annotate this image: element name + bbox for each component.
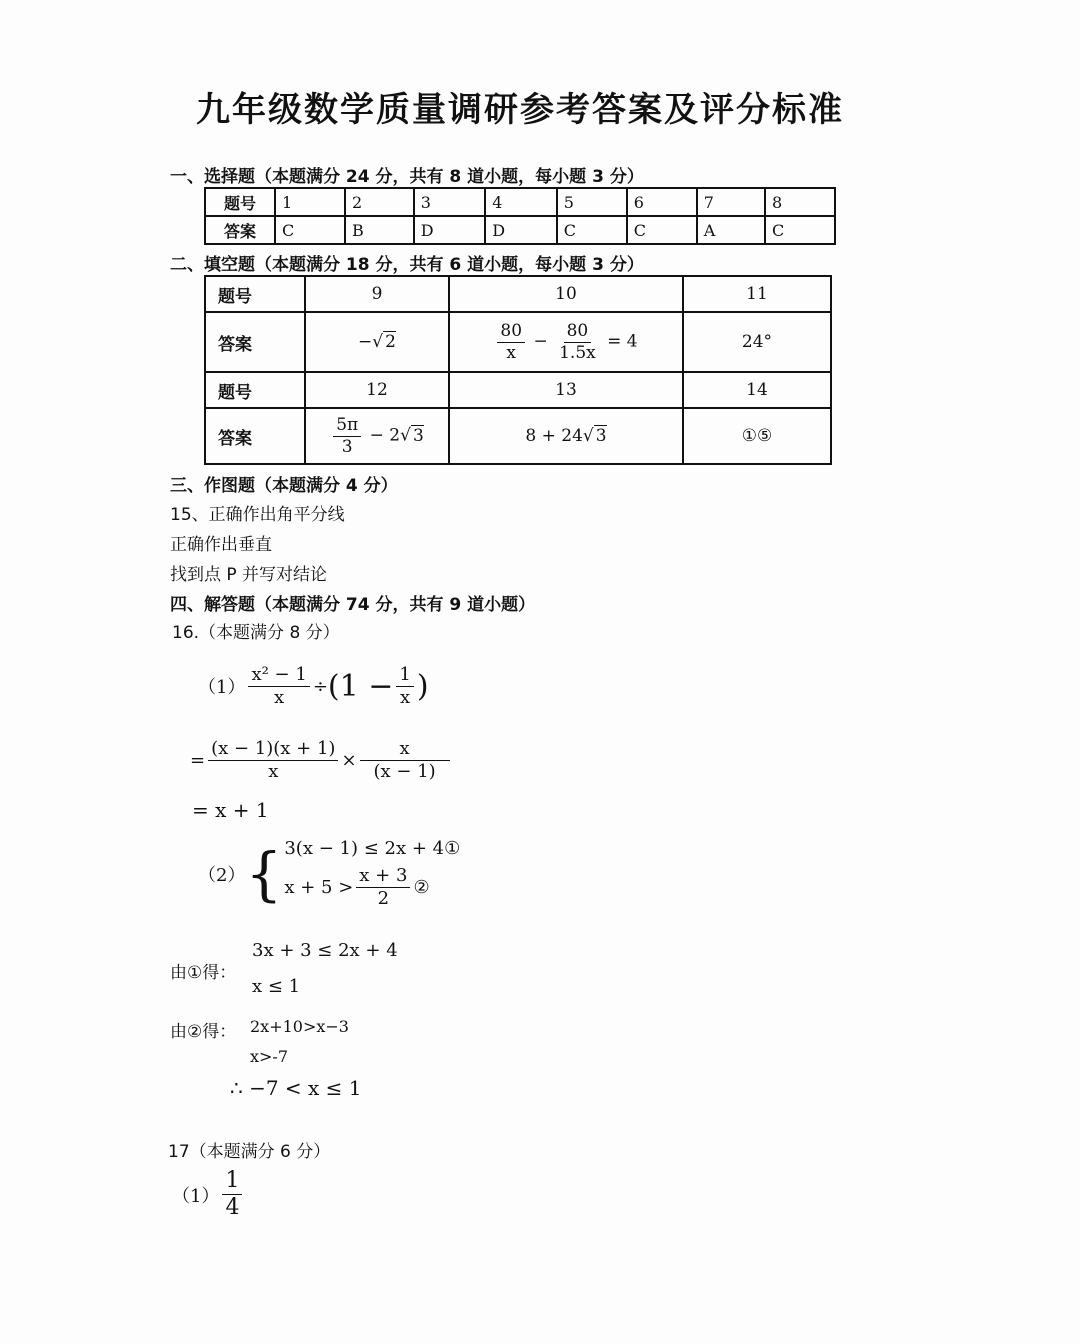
table-row (205, 312, 831, 372)
cell-number: 14 (683, 372, 831, 408)
fill-blank-answer-table (204, 275, 832, 465)
cell-number: 1 (275, 188, 345, 216)
multiple-choice-answer-table (204, 187, 836, 245)
q16-part1-expression: （1） $\frac{\text{x² − 1}}{x}$ ÷ (1 − $\frac{1}{x}$ ) (198, 664, 429, 708)
cell-answer: D (414, 216, 486, 244)
question-17-header: 17（本题满分 6 分） (168, 1142, 331, 1162)
cell-answer: C (557, 216, 627, 244)
table-row (205, 372, 831, 408)
table-row (205, 276, 831, 312)
q16-part2-system: （2） { 3(x − 1) ≤ 2x + 4① x + 5 > $\frac{x + 3}{2}$ ② (198, 838, 461, 909)
from-inequality-2-a: 2x+10>x−3 (250, 1017, 349, 1036)
row-label-number: 题号 (205, 276, 305, 312)
cell-number: 5 (557, 188, 627, 216)
section4-heading: 四、解答题（本题满分 74 分，共有 9 道小题） (170, 595, 536, 615)
cell-answer: C (627, 216, 697, 244)
q17-part1-answer: （1） $\frac{1}{4}$ (172, 1168, 245, 1222)
cell-number: 4 (485, 188, 557, 216)
cell-number: 12 (305, 372, 449, 408)
section3-line: 找到点 P 并写对结论 (170, 565, 328, 585)
cell-number: 7 (697, 188, 765, 216)
q16-conclusion: ∴ −7 < x ≤ 1 (230, 1076, 362, 1100)
cell-number: 10 (449, 276, 683, 312)
from-inequality-1-a: 3x + 3 ≤ 2x + 4 (252, 940, 398, 961)
answer-14: ①⑤ (683, 408, 831, 464)
cell-number: 3 (414, 188, 486, 216)
cell-number: 2 (345, 188, 414, 216)
section1-heading: 一、选择题（本题满分 24 分，共有 8 道小题，每小题 3 分） (170, 167, 644, 187)
section3-line: 正确作出垂直 (170, 535, 272, 555)
question-16-header: 16.（本题满分 8 分） (172, 623, 340, 643)
cell-number: 13 (449, 372, 683, 408)
answer-9: −√ 2 (305, 312, 449, 372)
cell-number: 11 (683, 276, 831, 312)
table-row (205, 408, 831, 464)
cell-answer: C (275, 216, 345, 244)
table-row (205, 188, 835, 216)
from-inequality-1-b: x ≤ 1 (252, 976, 301, 997)
from-inequality-2-b: x>-7 (250, 1047, 289, 1066)
answer-10: $\frac{80}{x}$ − $\frac{80}{1.5x}$ = 4 (449, 312, 683, 372)
cell-answer: C (765, 216, 835, 244)
q16-step2: = x + 1 (192, 798, 269, 822)
cell-number: 6 (627, 188, 697, 216)
section3-line: 15、正确作出角平分线 (170, 505, 345, 525)
table-row (205, 216, 835, 244)
section2-heading: 二、填空题（本题满分 18 分，共有 6 道小题，每小题 3 分） (170, 255, 644, 275)
q16-step1: = $\frac{(x - 1)(x + 1)}{x}$ × $\frac{x}{(x - 1)}$ (190, 738, 453, 782)
row-label-answer: 答案 (205, 216, 275, 244)
cell-answer: D (485, 216, 557, 244)
row-label-number: 题号 (205, 188, 275, 216)
cell-answer: A (697, 216, 765, 244)
from-inequality-1-label: 由①得： (170, 963, 237, 983)
answer-12: $\frac{5\pi}{3}$ − 2√ 3 (305, 408, 449, 464)
cell-number: 8 (765, 188, 835, 216)
cell-number: 9 (305, 276, 449, 312)
page-title: 九年级数学质量调研参考答案及评分标准 (196, 90, 844, 130)
row-label-answer: 答案 (205, 408, 305, 464)
section3-heading: 三、作图题（本题满分 4 分） (170, 476, 398, 496)
from-inequality-2-label: 由②得： (170, 1022, 237, 1042)
answer-11: 24° (683, 312, 831, 372)
answer-13: 8 + 24√ 3 (449, 408, 683, 464)
row-label-number: 题号 (205, 372, 305, 408)
cell-answer: B (345, 216, 414, 244)
row-label-answer: 答案 (205, 312, 305, 372)
